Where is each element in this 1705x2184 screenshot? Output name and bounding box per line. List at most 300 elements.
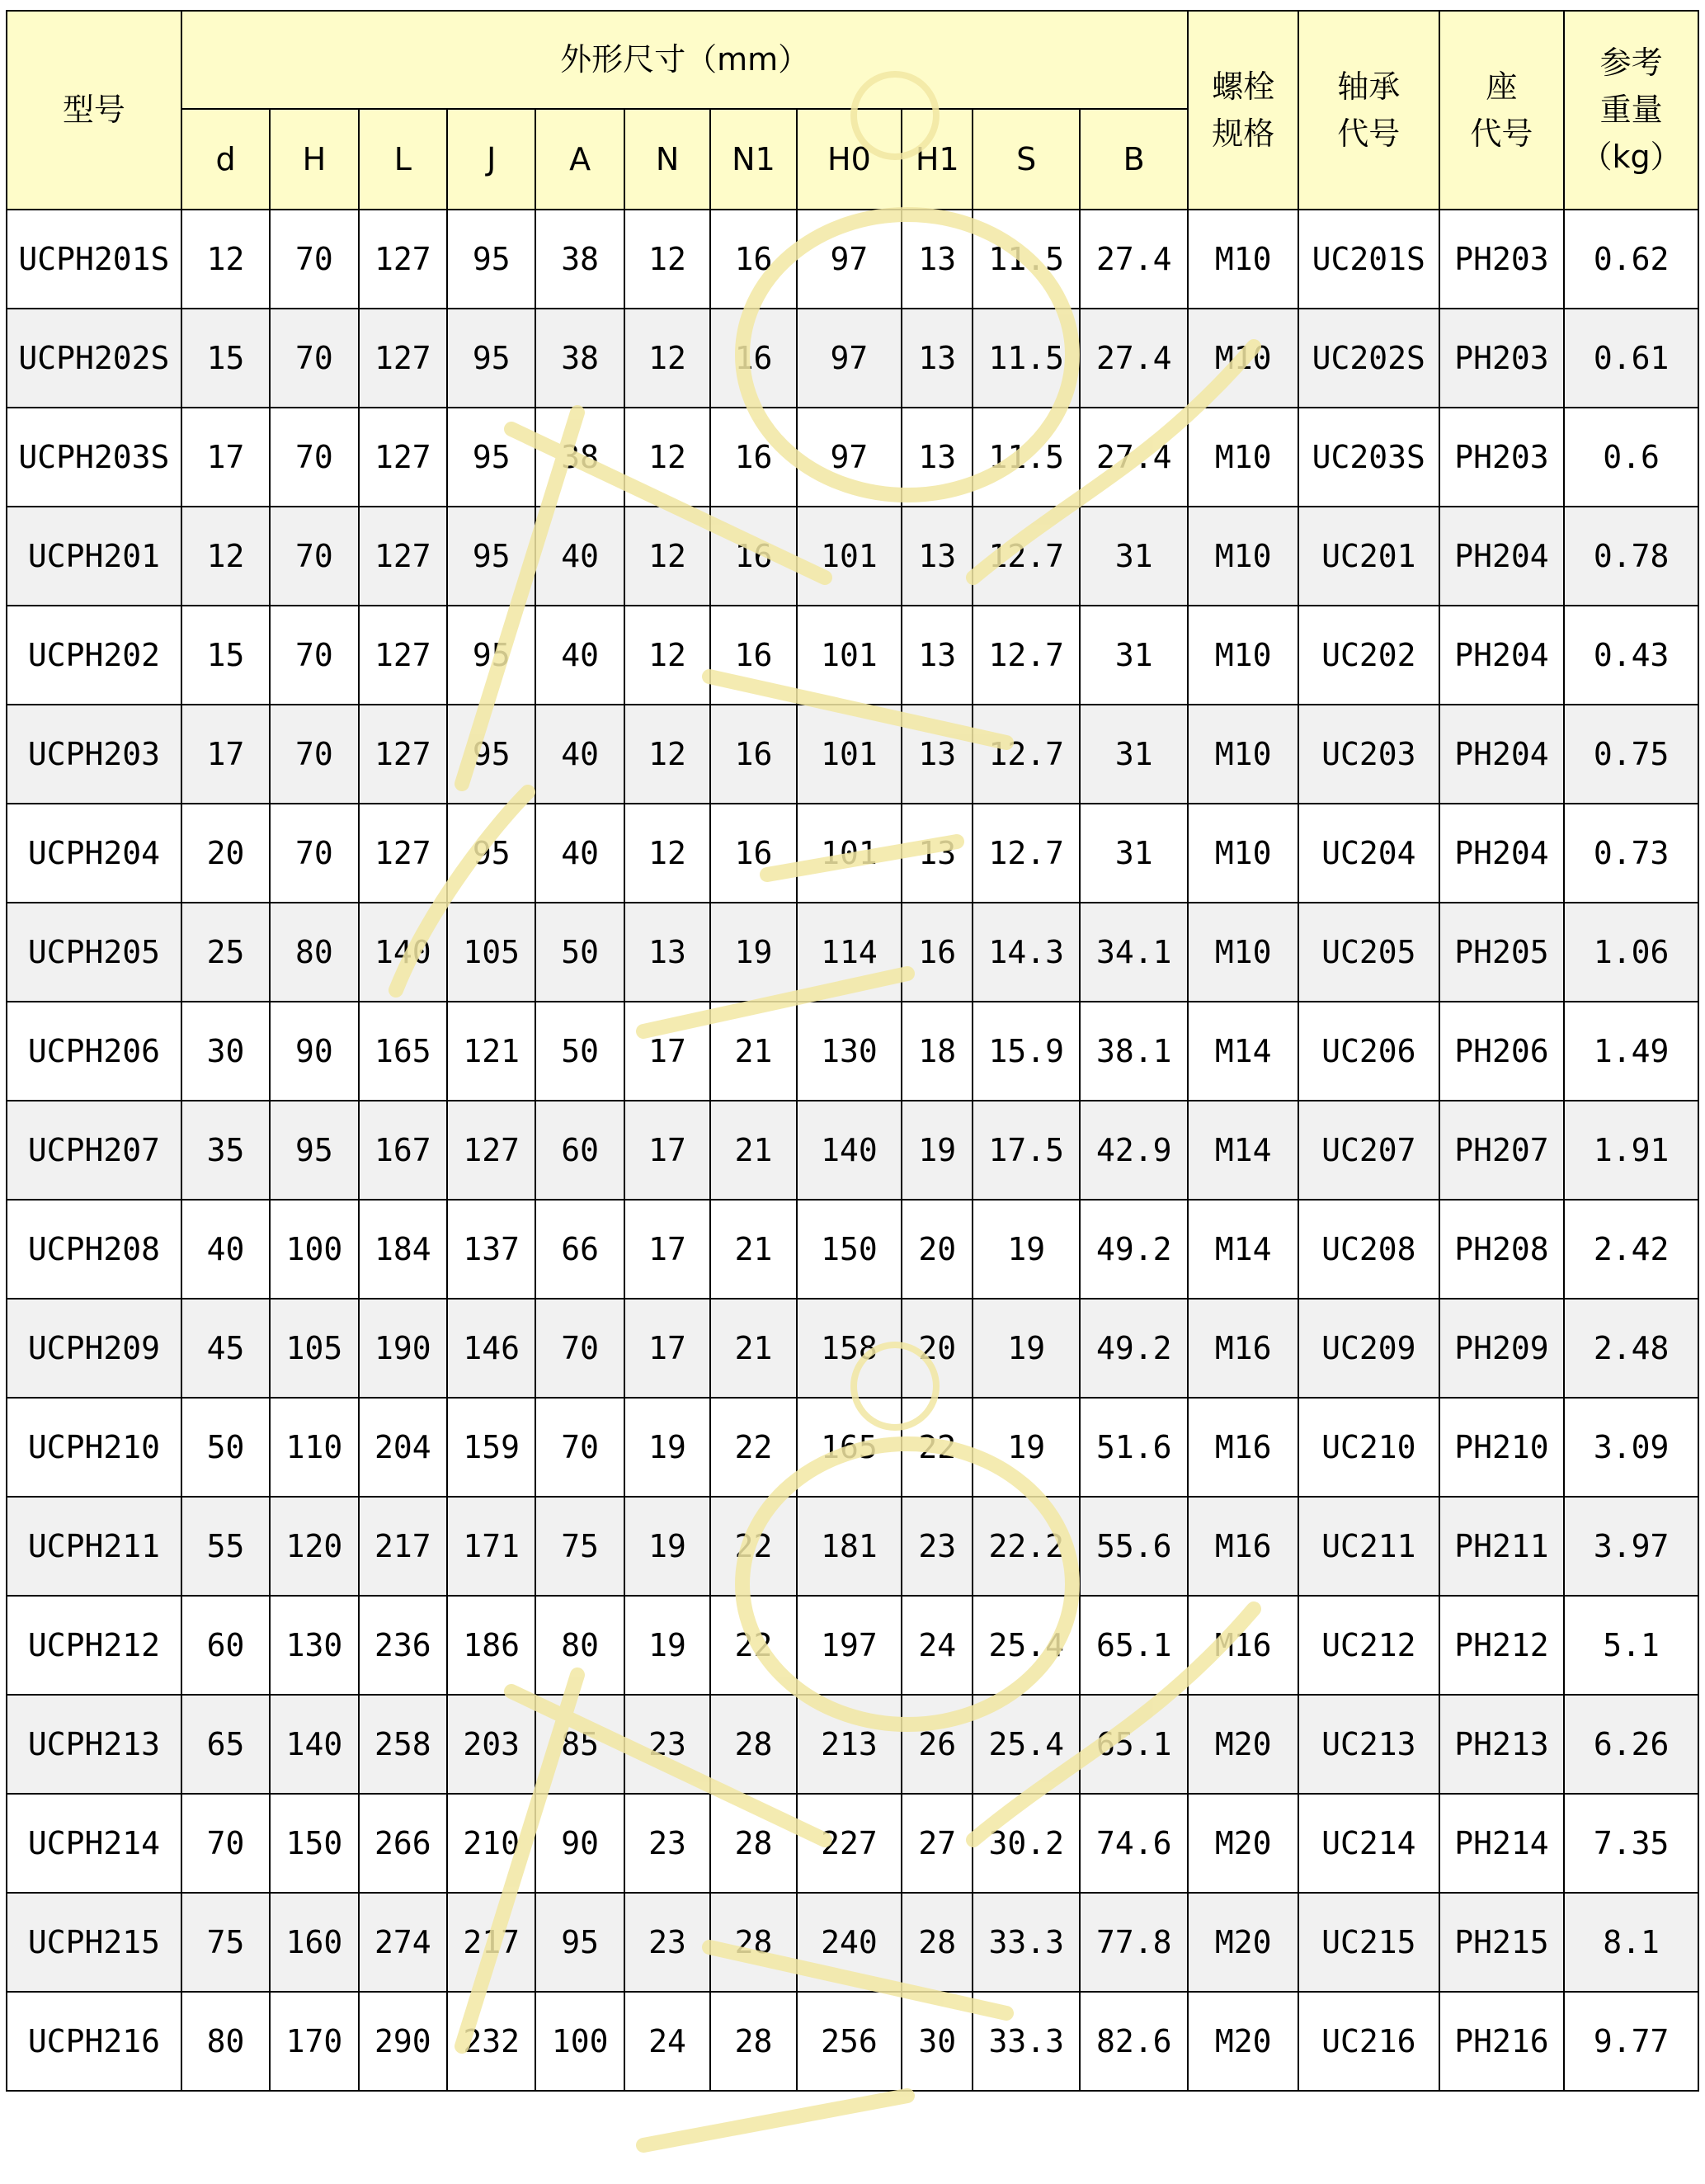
cell-bolt: M16 bbox=[1188, 1596, 1298, 1695]
cell-h0: 101 bbox=[797, 606, 902, 705]
cell-n1: 28 bbox=[710, 1992, 796, 2091]
cell-model: UCPH202S bbox=[7, 309, 181, 408]
cell-bearing-code: UC201 bbox=[1298, 507, 1439, 606]
cell-h: 170 bbox=[270, 1992, 358, 2091]
cell-n: 23 bbox=[624, 1695, 710, 1794]
cell-l: 204 bbox=[359, 1398, 447, 1497]
cell-b: 49.2 bbox=[1080, 1200, 1189, 1299]
cell-h1: 13 bbox=[902, 606, 973, 705]
cell-s: 33.3 bbox=[973, 1992, 1080, 2091]
cell-j: 95 bbox=[447, 408, 535, 507]
table-row bbox=[7, 1893, 1698, 1992]
header-seat-code bbox=[1439, 11, 1565, 210]
cell-seat-code: PH213 bbox=[1439, 1695, 1565, 1794]
cell-a: 85 bbox=[535, 1695, 624, 1794]
cell-bearing-code: UC215 bbox=[1298, 1893, 1439, 1992]
cell-bolt: M16 bbox=[1188, 1299, 1298, 1398]
cell-n1: 16 bbox=[710, 309, 796, 408]
cell-n1: 21 bbox=[710, 1101, 796, 1200]
cell-n1: 22 bbox=[710, 1398, 796, 1497]
cell-b: 82.6 bbox=[1080, 1992, 1189, 2091]
cell-weight: 5.1 bbox=[1564, 1596, 1698, 1695]
cell-h1: 13 bbox=[902, 309, 973, 408]
cell-seat-code: PH206 bbox=[1439, 1002, 1565, 1101]
cell-model: UCPH211 bbox=[7, 1497, 181, 1596]
header-seat-line2: 代号 bbox=[1470, 115, 1533, 152]
cell-j: 186 bbox=[447, 1596, 535, 1695]
cell-model: UCPH207 bbox=[7, 1101, 181, 1200]
cell-l: 258 bbox=[359, 1695, 447, 1794]
cell-b: 55.6 bbox=[1080, 1497, 1189, 1596]
cell-weight: 0.62 bbox=[1564, 210, 1698, 309]
cell-l: 165 bbox=[359, 1002, 447, 1101]
cell-b: 34.1 bbox=[1080, 903, 1189, 1002]
cell-n: 17 bbox=[624, 1101, 710, 1200]
cell-d: 70 bbox=[181, 1794, 270, 1893]
cell-s: 17.5 bbox=[973, 1101, 1080, 1200]
cell-j: 217 bbox=[447, 1893, 535, 1992]
cell-h: 70 bbox=[270, 507, 358, 606]
cell-d: 25 bbox=[181, 903, 270, 1002]
cell-s: 22.2 bbox=[973, 1497, 1080, 1596]
cell-h: 160 bbox=[270, 1893, 358, 1992]
cell-weight: 1.49 bbox=[1564, 1002, 1698, 1101]
cell-b: 51.6 bbox=[1080, 1398, 1189, 1497]
cell-l: 127 bbox=[359, 804, 447, 903]
cell-h1: 18 bbox=[902, 1002, 973, 1101]
cell-s: 12.7 bbox=[973, 804, 1080, 903]
cell-n1: 16 bbox=[710, 507, 796, 606]
cell-d: 55 bbox=[181, 1497, 270, 1596]
cell-h: 95 bbox=[270, 1101, 358, 1200]
cell-s: 14.3 bbox=[973, 903, 1080, 1002]
cell-s: 12.7 bbox=[973, 507, 1080, 606]
cell-weight: 2.42 bbox=[1564, 1200, 1698, 1299]
cell-h0: 101 bbox=[797, 507, 902, 606]
table-row bbox=[7, 1695, 1698, 1794]
cell-model: UCPH210 bbox=[7, 1398, 181, 1497]
cell-weight: 2.48 bbox=[1564, 1299, 1698, 1398]
header-dim-d: d bbox=[181, 109, 270, 210]
table-row bbox=[7, 1002, 1698, 1101]
cell-a: 70 bbox=[535, 1398, 624, 1497]
cell-a: 40 bbox=[535, 705, 624, 804]
cell-l: 127 bbox=[359, 210, 447, 309]
cell-n1: 28 bbox=[710, 1695, 796, 1794]
cell-a: 40 bbox=[535, 507, 624, 606]
cell-s: 33.3 bbox=[973, 1893, 1080, 1992]
cell-n: 12 bbox=[624, 309, 710, 408]
cell-h: 80 bbox=[270, 903, 358, 1002]
cell-seat-code: PH208 bbox=[1439, 1200, 1565, 1299]
header-dim-j: J bbox=[447, 109, 535, 210]
table-row bbox=[7, 903, 1698, 1002]
cell-a: 100 bbox=[535, 1992, 624, 2091]
cell-a: 40 bbox=[535, 606, 624, 705]
cell-weight: 0.73 bbox=[1564, 804, 1698, 903]
cell-model: UCPH215 bbox=[7, 1893, 181, 1992]
cell-b: 27.4 bbox=[1080, 408, 1189, 507]
cell-b: 27.4 bbox=[1080, 210, 1189, 309]
table-row bbox=[7, 1794, 1698, 1893]
cell-h: 70 bbox=[270, 210, 358, 309]
cell-bolt: M20 bbox=[1188, 1893, 1298, 1992]
cell-n1: 16 bbox=[710, 408, 796, 507]
header-bearing-line2: 代号 bbox=[1337, 115, 1401, 152]
cell-model: UCPH209 bbox=[7, 1299, 181, 1398]
cell-b: 31 bbox=[1080, 507, 1189, 606]
cell-bearing-code: UC214 bbox=[1298, 1794, 1439, 1893]
cell-bearing-code: UC203S bbox=[1298, 408, 1439, 507]
cell-a: 38 bbox=[535, 210, 624, 309]
cell-s: 30.2 bbox=[973, 1794, 1080, 1893]
cell-l: 184 bbox=[359, 1200, 447, 1299]
cell-h1: 13 bbox=[902, 705, 973, 804]
cell-n1: 21 bbox=[710, 1002, 796, 1101]
cell-n: 12 bbox=[624, 606, 710, 705]
cell-weight: 0.78 bbox=[1564, 507, 1698, 606]
cell-l: 167 bbox=[359, 1101, 447, 1200]
cell-l: 127 bbox=[359, 309, 447, 408]
cell-d: 20 bbox=[181, 804, 270, 903]
cell-seat-code: PH209 bbox=[1439, 1299, 1565, 1398]
table-row bbox=[7, 1596, 1698, 1695]
cell-d: 35 bbox=[181, 1101, 270, 1200]
header-weight-line2: 重量 bbox=[1599, 92, 1663, 128]
cell-a: 70 bbox=[535, 1299, 624, 1398]
cell-a: 95 bbox=[535, 1893, 624, 1992]
cell-n: 12 bbox=[624, 705, 710, 804]
cell-h0: 181 bbox=[797, 1497, 902, 1596]
cell-model: UCPH214 bbox=[7, 1794, 181, 1893]
header-dim-s: S bbox=[973, 109, 1080, 210]
table-row bbox=[7, 1992, 1698, 2091]
cell-seat-code: PH203 bbox=[1439, 210, 1565, 309]
table-row bbox=[7, 507, 1698, 606]
cell-d: 60 bbox=[181, 1596, 270, 1695]
cell-h0: 213 bbox=[797, 1695, 902, 1794]
cell-weight: 0.61 bbox=[1564, 309, 1698, 408]
cell-bolt: M20 bbox=[1188, 1794, 1298, 1893]
cell-l: 127 bbox=[359, 408, 447, 507]
header-weight-line1: 参考 bbox=[1599, 45, 1663, 81]
cell-seat-code: PH205 bbox=[1439, 903, 1565, 1002]
header-model: 型号 bbox=[7, 11, 181, 210]
cell-b: 27.4 bbox=[1080, 309, 1189, 408]
table-row bbox=[7, 804, 1698, 903]
cell-a: 38 bbox=[535, 408, 624, 507]
cell-model: UCPH204 bbox=[7, 804, 181, 903]
cell-model: UCPH213 bbox=[7, 1695, 181, 1794]
cell-weight: 0.75 bbox=[1564, 705, 1698, 804]
header-dim-h1: H1 bbox=[902, 109, 973, 210]
cell-b: 42.9 bbox=[1080, 1101, 1189, 1200]
cell-d: 12 bbox=[181, 210, 270, 309]
header-bolt-spec bbox=[1188, 11, 1298, 210]
cell-n1: 19 bbox=[710, 903, 796, 1002]
cell-bolt: M10 bbox=[1188, 507, 1298, 606]
header-dim-n: N bbox=[624, 109, 710, 210]
cell-s: 25.4 bbox=[973, 1695, 1080, 1794]
cell-h0: 227 bbox=[797, 1794, 902, 1893]
cell-weight: 0.43 bbox=[1564, 606, 1698, 705]
cell-bolt: M10 bbox=[1188, 606, 1298, 705]
cell-bolt: M10 bbox=[1188, 210, 1298, 309]
cell-l: 127 bbox=[359, 705, 447, 804]
cell-n: 19 bbox=[624, 1596, 710, 1695]
cell-h1: 23 bbox=[902, 1497, 973, 1596]
header-dim-h: H bbox=[270, 109, 358, 210]
cell-b: 65.1 bbox=[1080, 1695, 1189, 1794]
cell-h1: 13 bbox=[902, 507, 973, 606]
cell-model: UCPH212 bbox=[7, 1596, 181, 1695]
cell-d: 15 bbox=[181, 606, 270, 705]
cell-n: 12 bbox=[624, 804, 710, 903]
cell-d: 50 bbox=[181, 1398, 270, 1497]
cell-weight: 3.09 bbox=[1564, 1398, 1698, 1497]
cell-n: 12 bbox=[624, 408, 710, 507]
cell-bearing-code: UC209 bbox=[1298, 1299, 1439, 1398]
cell-d: 15 bbox=[181, 309, 270, 408]
header-weight-line3: （kg） bbox=[1580, 139, 1682, 175]
header-dim-h0: H0 bbox=[797, 109, 902, 210]
cell-l: 266 bbox=[359, 1794, 447, 1893]
cell-model: UCPH208 bbox=[7, 1200, 181, 1299]
cell-seat-code: PH212 bbox=[1439, 1596, 1565, 1695]
cell-h0: 97 bbox=[797, 408, 902, 507]
cell-bearing-code: UC212 bbox=[1298, 1596, 1439, 1695]
cell-h1: 30 bbox=[902, 1992, 973, 2091]
cell-l: 140 bbox=[359, 903, 447, 1002]
cell-h0: 240 bbox=[797, 1893, 902, 1992]
cell-h1: 28 bbox=[902, 1893, 973, 1992]
cell-s: 19 bbox=[973, 1200, 1080, 1299]
cell-h: 105 bbox=[270, 1299, 358, 1398]
cell-j: 210 bbox=[447, 1794, 535, 1893]
cell-n1: 22 bbox=[710, 1596, 796, 1695]
cell-n: 23 bbox=[624, 1794, 710, 1893]
cell-j: 146 bbox=[447, 1299, 535, 1398]
cell-model: UCPH201S bbox=[7, 210, 181, 309]
cell-j: 171 bbox=[447, 1497, 535, 1596]
cell-j: 95 bbox=[447, 705, 535, 804]
cell-bolt: M10 bbox=[1188, 903, 1298, 1002]
table-row bbox=[7, 1299, 1698, 1398]
cell-n: 17 bbox=[624, 1002, 710, 1101]
cell-n: 17 bbox=[624, 1299, 710, 1398]
cell-h0: 158 bbox=[797, 1299, 902, 1398]
cell-b: 31 bbox=[1080, 606, 1189, 705]
cell-seat-code: PH214 bbox=[1439, 1794, 1565, 1893]
cell-h0: 97 bbox=[797, 309, 902, 408]
cell-model: UCPH203 bbox=[7, 705, 181, 804]
cell-h0: 114 bbox=[797, 903, 902, 1002]
cell-bearing-code: UC203 bbox=[1298, 705, 1439, 804]
cell-h0: 197 bbox=[797, 1596, 902, 1695]
cell-h0: 256 bbox=[797, 1992, 902, 2091]
cell-n: 23 bbox=[624, 1893, 710, 1992]
table-row bbox=[7, 210, 1698, 309]
header-bolt-line1: 螺栓 bbox=[1212, 68, 1275, 105]
cell-b: 74.6 bbox=[1080, 1794, 1189, 1893]
cell-weight: 8.1 bbox=[1564, 1893, 1698, 1992]
cell-bolt: M14 bbox=[1188, 1101, 1298, 1200]
cell-model: UCPH202 bbox=[7, 606, 181, 705]
cell-bearing-code: UC206 bbox=[1298, 1002, 1439, 1101]
cell-bearing-code: UC210 bbox=[1298, 1398, 1439, 1497]
cell-n: 13 bbox=[624, 903, 710, 1002]
cell-model: UCPH206 bbox=[7, 1002, 181, 1101]
cell-d: 17 bbox=[181, 705, 270, 804]
cell-b: 49.2 bbox=[1080, 1299, 1189, 1398]
table-row bbox=[7, 1497, 1698, 1596]
cell-h1: 13 bbox=[902, 210, 973, 309]
table-row bbox=[7, 606, 1698, 705]
cell-h: 70 bbox=[270, 309, 358, 408]
cell-seat-code: PH204 bbox=[1439, 804, 1565, 903]
cell-bearing-code: UC202 bbox=[1298, 606, 1439, 705]
cell-h: 70 bbox=[270, 804, 358, 903]
cell-h: 100 bbox=[270, 1200, 358, 1299]
header-dim-b: B bbox=[1080, 109, 1189, 210]
cell-bolt: M14 bbox=[1188, 1002, 1298, 1101]
cell-n1: 22 bbox=[710, 1497, 796, 1596]
cell-s: 12.7 bbox=[973, 705, 1080, 804]
cell-seat-code: PH216 bbox=[1439, 1992, 1565, 2091]
cell-b: 38.1 bbox=[1080, 1002, 1189, 1101]
cell-b: 65.1 bbox=[1080, 1596, 1189, 1695]
cell-bolt: M16 bbox=[1188, 1398, 1298, 1497]
cell-h1: 20 bbox=[902, 1299, 973, 1398]
cell-s: 11.5 bbox=[973, 408, 1080, 507]
table-row bbox=[7, 705, 1698, 804]
cell-h1: 13 bbox=[902, 804, 973, 903]
cell-seat-code: PH215 bbox=[1439, 1893, 1565, 1992]
header-dimensions-group: 外形尺寸（mm） bbox=[181, 11, 1189, 109]
cell-bolt: M16 bbox=[1188, 1497, 1298, 1596]
cell-bearing-code: UC202S bbox=[1298, 309, 1439, 408]
cell-n: 24 bbox=[624, 1992, 710, 2091]
cell-bolt: M20 bbox=[1188, 1695, 1298, 1794]
cell-h0: 150 bbox=[797, 1200, 902, 1299]
cell-a: 66 bbox=[535, 1200, 624, 1299]
header-seat-line1: 座 bbox=[1486, 68, 1518, 105]
header-bearing-line1: 轴承 bbox=[1337, 68, 1401, 105]
cell-h: 70 bbox=[270, 705, 358, 804]
table-row bbox=[7, 1398, 1698, 1497]
cell-seat-code: PH204 bbox=[1439, 507, 1565, 606]
cell-bearing-code: UC216 bbox=[1298, 1992, 1439, 2091]
cell-seat-code: PH204 bbox=[1439, 705, 1565, 804]
cell-l: 127 bbox=[359, 606, 447, 705]
cell-h1: 16 bbox=[902, 903, 973, 1002]
cell-n: 12 bbox=[624, 507, 710, 606]
cell-h: 150 bbox=[270, 1794, 358, 1893]
cell-h0: 130 bbox=[797, 1002, 902, 1101]
cell-d: 12 bbox=[181, 507, 270, 606]
cell-j: 95 bbox=[447, 804, 535, 903]
cell-bearing-code: UC201S bbox=[1298, 210, 1439, 309]
cell-l: 290 bbox=[359, 1992, 447, 2091]
cell-weight: 6.26 bbox=[1564, 1695, 1698, 1794]
cell-l: 127 bbox=[359, 507, 447, 606]
cell-h: 120 bbox=[270, 1497, 358, 1596]
cell-h0: 140 bbox=[797, 1101, 902, 1200]
cell-n1: 21 bbox=[710, 1200, 796, 1299]
cell-l: 274 bbox=[359, 1893, 447, 1992]
cell-s: 19 bbox=[973, 1398, 1080, 1497]
cell-n1: 28 bbox=[710, 1794, 796, 1893]
cell-weight: 9.77 bbox=[1564, 1992, 1698, 2091]
cell-n1: 16 bbox=[710, 705, 796, 804]
cell-n: 12 bbox=[624, 210, 710, 309]
spec-table bbox=[6, 10, 1699, 2092]
cell-seat-code: PH211 bbox=[1439, 1497, 1565, 1596]
cell-model: UCPH201 bbox=[7, 507, 181, 606]
cell-bolt: M10 bbox=[1188, 408, 1298, 507]
cell-d: 65 bbox=[181, 1695, 270, 1794]
cell-n1: 28 bbox=[710, 1893, 796, 1992]
cell-s: 19 bbox=[973, 1299, 1080, 1398]
cell-weight: 1.91 bbox=[1564, 1101, 1698, 1200]
cell-d: 80 bbox=[181, 1992, 270, 2091]
cell-bearing-code: UC211 bbox=[1298, 1497, 1439, 1596]
cell-d: 75 bbox=[181, 1893, 270, 1992]
cell-model: UCPH205 bbox=[7, 903, 181, 1002]
cell-d: 17 bbox=[181, 408, 270, 507]
table-row bbox=[7, 1101, 1698, 1200]
cell-bearing-code: UC205 bbox=[1298, 903, 1439, 1002]
cell-weight: 0.6 bbox=[1564, 408, 1698, 507]
cell-a: 50 bbox=[535, 903, 624, 1002]
cell-h1: 13 bbox=[902, 408, 973, 507]
cell-s: 11.5 bbox=[973, 309, 1080, 408]
cell-h: 90 bbox=[270, 1002, 358, 1101]
cell-h0: 97 bbox=[797, 210, 902, 309]
cell-h1: 27 bbox=[902, 1794, 973, 1893]
cell-b: 31 bbox=[1080, 705, 1189, 804]
cell-bolt: M20 bbox=[1188, 1992, 1298, 2091]
cell-h: 140 bbox=[270, 1695, 358, 1794]
cell-j: 137 bbox=[447, 1200, 535, 1299]
cell-seat-code: PH203 bbox=[1439, 309, 1565, 408]
cell-weight: 7.35 bbox=[1564, 1794, 1698, 1893]
cell-j: 105 bbox=[447, 903, 535, 1002]
cell-j: 203 bbox=[447, 1695, 535, 1794]
cell-weight: 3.97 bbox=[1564, 1497, 1698, 1596]
cell-bolt: M10 bbox=[1188, 804, 1298, 903]
cell-h: 130 bbox=[270, 1596, 358, 1695]
cell-h1: 24 bbox=[902, 1596, 973, 1695]
cell-h1: 22 bbox=[902, 1398, 973, 1497]
cell-seat-code: PH210 bbox=[1439, 1398, 1565, 1497]
header-dim-n1: N1 bbox=[710, 109, 796, 210]
cell-h1: 26 bbox=[902, 1695, 973, 1794]
cell-d: 45 bbox=[181, 1299, 270, 1398]
cell-n1: 21 bbox=[710, 1299, 796, 1398]
cell-bearing-code: UC213 bbox=[1298, 1695, 1439, 1794]
cell-h0: 101 bbox=[797, 804, 902, 903]
table-row bbox=[7, 408, 1698, 507]
cell-h0: 165 bbox=[797, 1398, 902, 1497]
table-row bbox=[7, 1200, 1698, 1299]
table-row bbox=[7, 309, 1698, 408]
cell-h: 110 bbox=[270, 1398, 358, 1497]
cell-d: 30 bbox=[181, 1002, 270, 1101]
cell-a: 38 bbox=[535, 309, 624, 408]
cell-h1: 20 bbox=[902, 1200, 973, 1299]
cell-b: 31 bbox=[1080, 804, 1189, 903]
